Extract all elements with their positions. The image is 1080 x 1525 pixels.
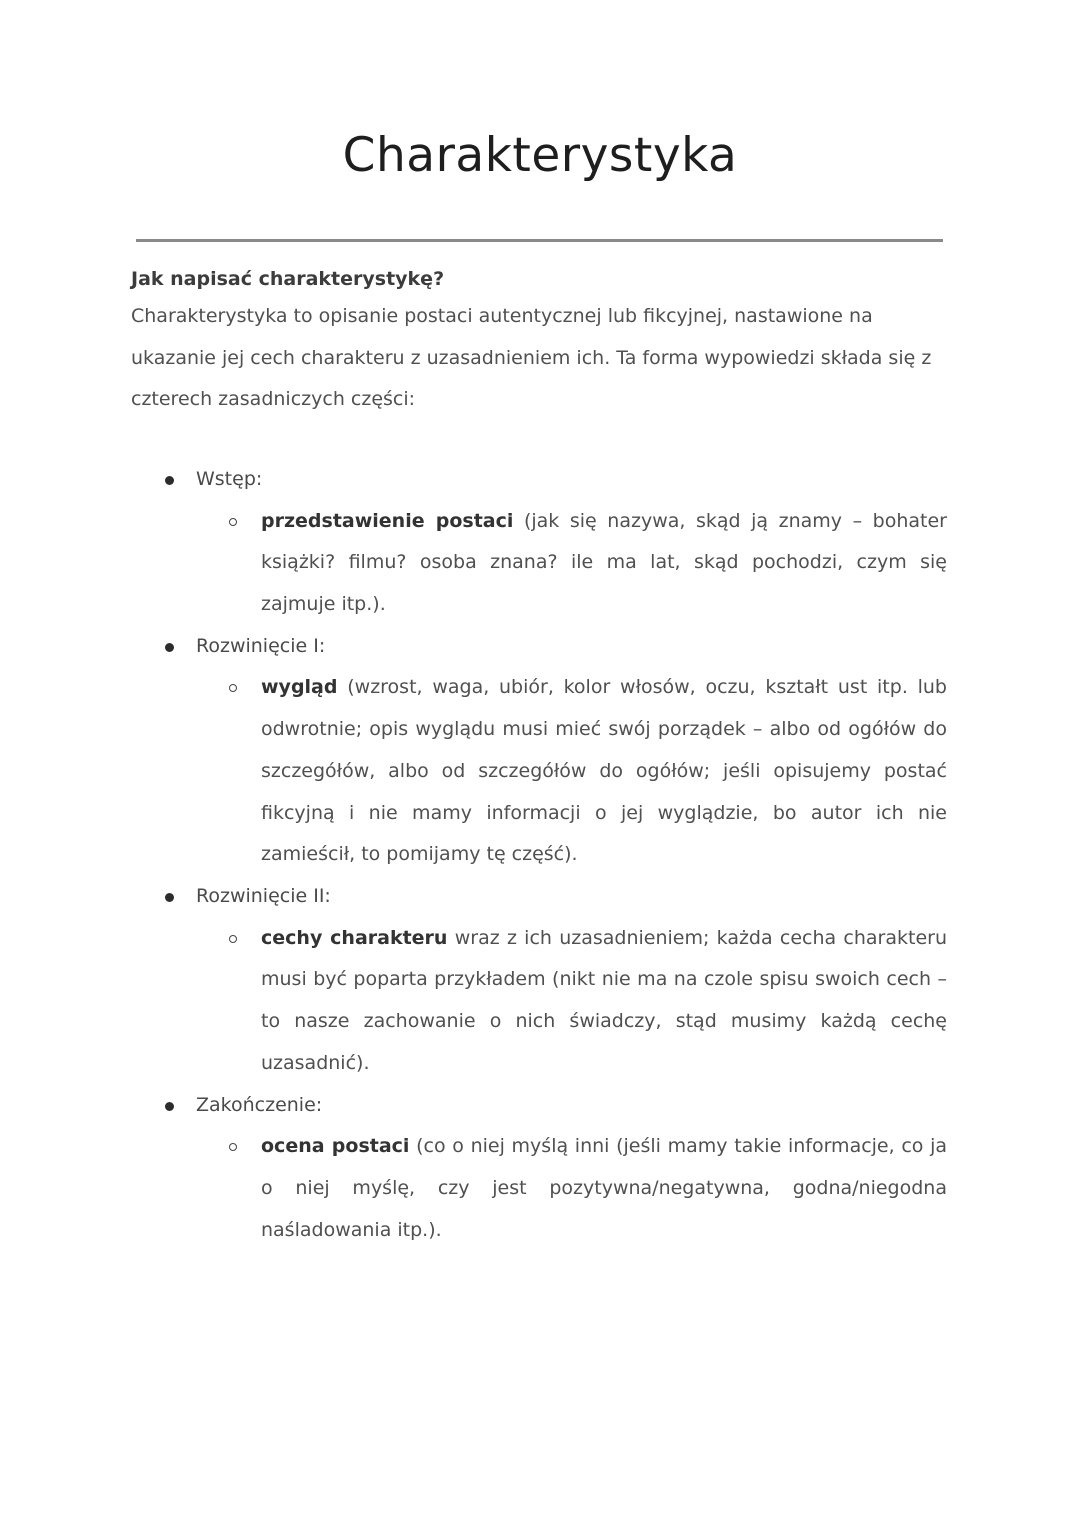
hollow-bullet-icon [229, 518, 237, 526]
outline-section-conclusion [0, 1085, 1080, 1252]
subitem-text [261, 501, 947, 626]
subitem-description: (co o niej myślą inni (jeśli mamy takie informacje, co ja o niej myślę, czy jest pozytywna/negatywna, godna/niegodna naśladowania itp.). [261, 1135, 948, 1241]
subitem-term: cechy charakteru [261, 926, 448, 949]
page-title: Charakterystyka [342, 128, 738, 183]
bullet-icon [165, 1102, 174, 1111]
title-divider [136, 239, 943, 242]
bullet-icon [165, 643, 174, 652]
subitem-text [261, 667, 947, 876]
hollow-bullet-icon [229, 935, 237, 943]
structure-outline [0, 459, 1080, 1251]
subitem-term: ocena postaci [261, 1135, 410, 1158]
outline-subitem [0, 667, 1080, 876]
section-label: Wstęp: [196, 468, 263, 490]
outline-section-intro [0, 459, 1080, 626]
bullet-icon [165, 893, 174, 902]
subitem-description: wraz z ich uzasadnieniem; każda cecha charakteru musi być poparta przykładem (nikt nie ma na czole spisu swoich cech – to nasze zachowanie o nich świadczy, stąd musimy każdą cechę uzasadnić). [261, 926, 947, 1074]
subitem-term: przedstawienie postaci [261, 509, 514, 532]
hollow-bullet-icon [229, 684, 237, 692]
bullet-icon [165, 476, 174, 485]
subitem-description: (wzrost, waga, ubiór, kolor włosów, oczu, kształt ust itp. lub odwrotnie; opis wyglądu musi mieć swój porządek – albo od ogółów do szczegółów, albo od szczegółów do ogółów; jeśli opisujemy postać fikcyjną i nie mamy informacji o jej wyglądzie, bo autor ich nie zamieścił, to pomijamy tę część). [261, 676, 947, 866]
outline-section-body-2 [0, 876, 1080, 1085]
outline-subitem [0, 501, 1080, 626]
subitem-term: wygląd [261, 676, 338, 699]
intro-paragraph: Charakterystyka to opisanie postaci autentycznej lub fikcyjnej, nastawione na ukazanie jej cech charakteru z uzasadnieniem ich. Ta forma wypowiedzi składa się z czterech zasadniczych części: [131, 305, 932, 411]
section-label: Rozwinięcie II: [196, 885, 331, 907]
section-label: Zakończenie: [196, 1093, 323, 1116]
hollow-bullet-icon [229, 1143, 237, 1151]
outline-section-body-1 [0, 626, 1080, 876]
section-heading: Jak napisać charakterystykę? [131, 268, 445, 290]
subitem-text [261, 918, 947, 1085]
outline-subitem [0, 1126, 1080, 1251]
outline-subitem [0, 918, 1080, 1085]
subitem-description: (jak się nazywa, skąd ją znamy – bohater książki? filmu? osoba znana? ile ma lat, skąd pochodzi, czym się zajmuje itp.). [261, 509, 947, 616]
section-label: Rozwinięcie I: [196, 634, 326, 657]
subitem-text [261, 1126, 947, 1251]
